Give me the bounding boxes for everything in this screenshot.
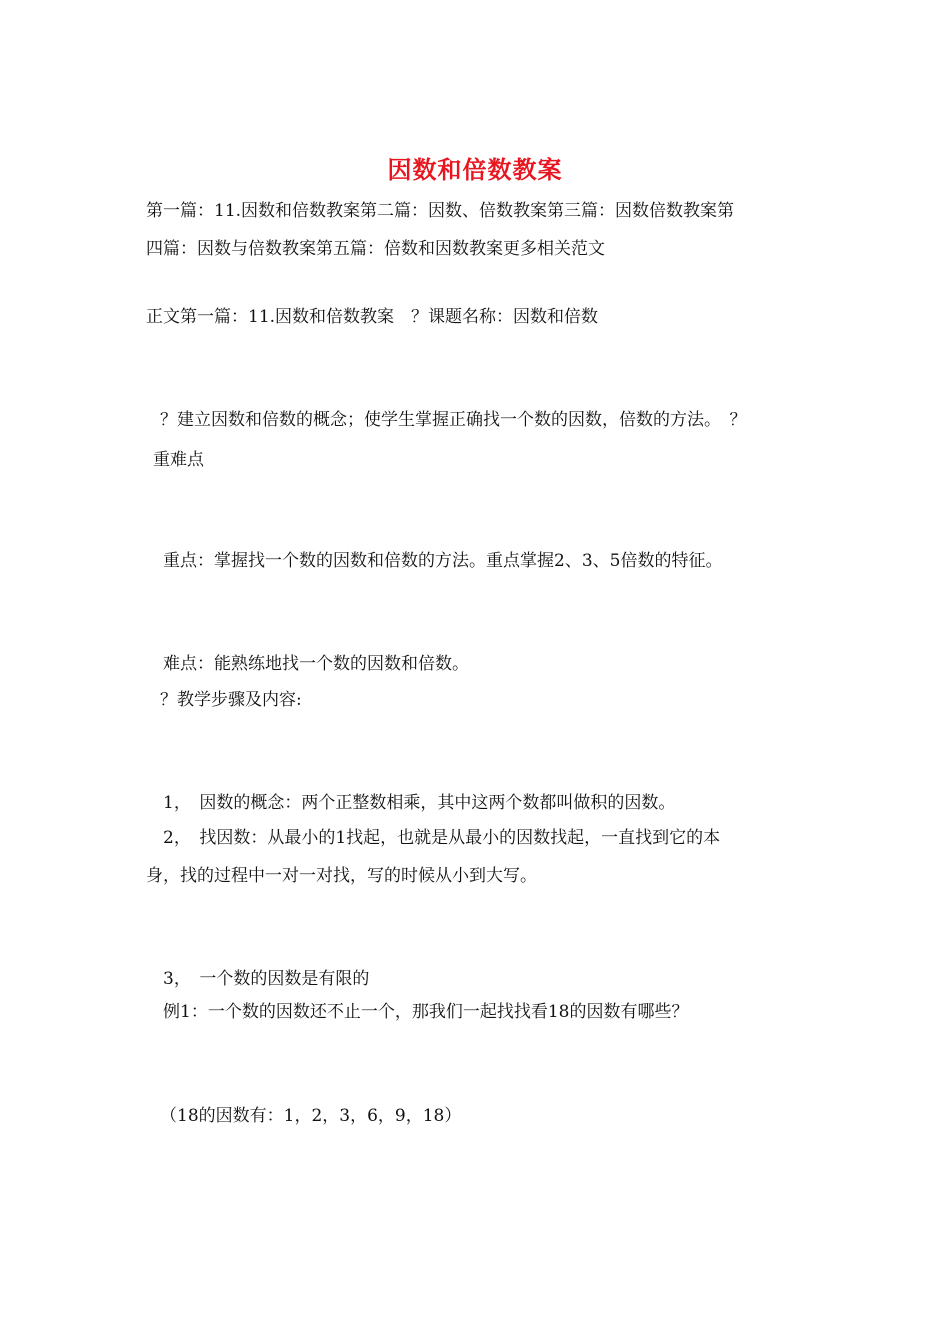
toc-line-2: 四篇：因数与倍数教案第五篇：倍数和因数教案更多相关范文 <box>146 239 605 259</box>
example-1-line: 例1：一个数的因数还不止一个，那我们一起找找看18的因数有哪些？ <box>163 1002 689 1022</box>
step-2-continuation-line: 身，找的过程中一对一对找，写的时候从小到大写。 <box>146 866 537 886</box>
step-3-line: 3， 一个数的因数是有限的 <box>163 969 370 989</box>
objective-line: ？建立因数和倍数的概念；使学生掌握正确找一个数的因数，倍数的方法。 ？ <box>160 410 747 430</box>
step-1-line: 1， 因数的概念：两个正整数相乘，其中这两个数都叫做积的因数。 <box>163 793 676 813</box>
key-difficulty-heading: 重难点 <box>153 450 204 470</box>
example-1-answer-line: （18的因数有：1，2，3，6，9，18） <box>160 1106 462 1126</box>
toc-line-1: 第一篇：11.因数和倍数教案第二篇：因数、倍数教案第三篇：因数倍数教案第 <box>146 201 735 221</box>
document-title: 因数和倍数教案 <box>387 155 563 184</box>
difficulty-line: 难点：能熟练地找一个数的因数和倍数。 <box>163 654 469 674</box>
step-2-line: 2， 找因数：从最小的1找起，也就是从最小的因数找起，一直找到它的本 <box>163 828 721 848</box>
body-heading-line: 正文第一篇：11.因数和倍数教案 ？课题名称：因数和倍数 <box>146 307 599 327</box>
teaching-steps-heading: ？教学步骤及内容: <box>160 690 302 710</box>
key-point-line: 重点：掌握找一个数的因数和倍数的方法。重点掌握2、3、5倍数的特征。 <box>163 551 723 571</box>
